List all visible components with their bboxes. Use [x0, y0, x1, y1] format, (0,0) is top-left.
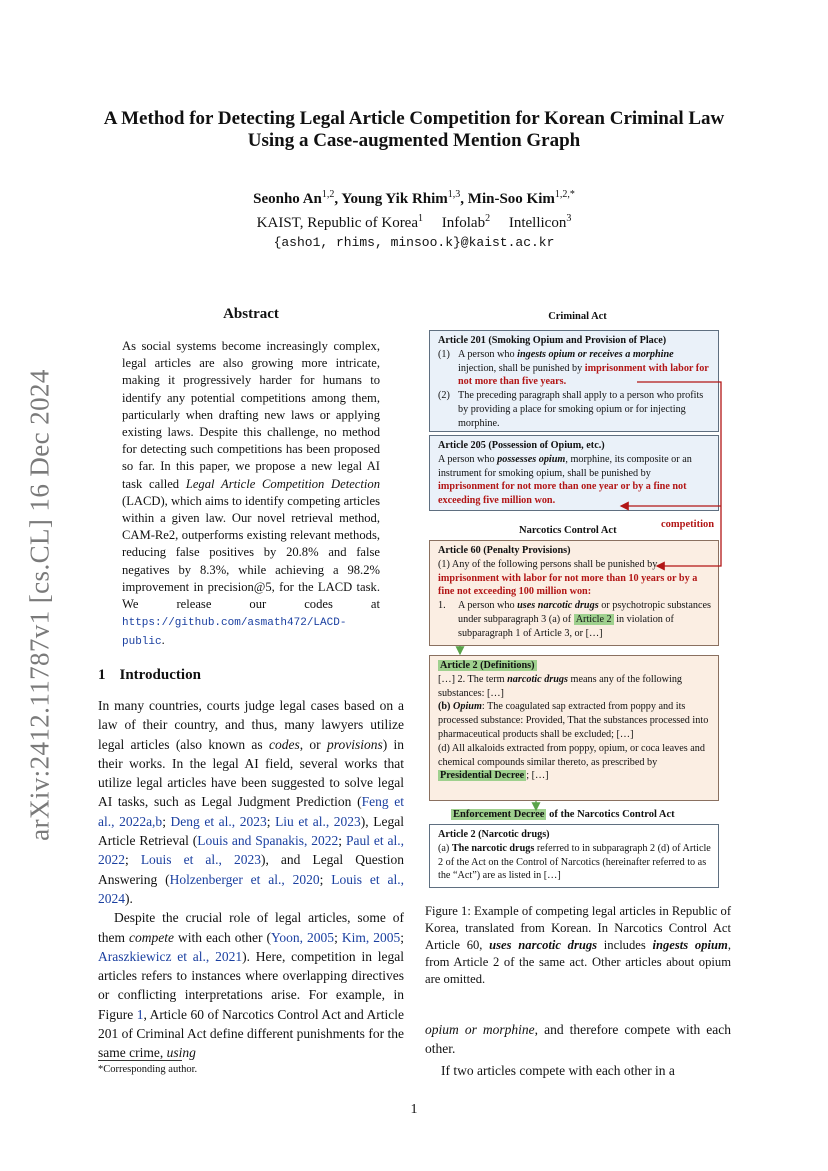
- figure-1: [425, 308, 730, 893]
- enforcement-article-2-title: Article 2 (Narcotic drugs): [438, 829, 550, 840]
- author-block: [90, 185, 738, 252]
- figure-reference-link[interactable]: 1: [136, 1006, 144, 1022]
- citation-link[interactable]: Liu et al., 2023: [275, 813, 361, 829]
- citation-link[interactable]: Deng et al., 2023: [170, 813, 267, 829]
- right-paragraph-continuation: opium or morphine, and therefore compete with each other.: [425, 1022, 731, 1057]
- article-60-title: Article 60 (Penalty Provisions): [438, 545, 571, 556]
- abstract-heading: Abstract: [223, 306, 279, 322]
- citation-link[interactable]: Holzenberger et al., 2020: [169, 871, 320, 887]
- article-2-definitions-box: Article 2 (Definitions) […] 2. The term narcotic drugs means any of the following substances: […] (b) Opium: The coagulated sap extracted from poppy and its processed substance: Provided, That the substances processed into pharmaceutical products shall be excluded; […] (d) All alkaloids extracted from poppy, opium, or coca leaves and chemical compounds similar thereto, as prescribed by Presidential Decree ; […]: [429, 655, 719, 801]
- footnote-divider: [98, 1060, 182, 1061]
- citation-link[interactable]: Louis et al., 2024: [98, 871, 404, 906]
- section-heading-introduction: 1 Introduction: [98, 667, 201, 683]
- author-emails[interactable]: {asho1, rhims, minsoo.k}@kaist.ac.kr: [273, 235, 555, 250]
- right-paragraph-2: If two articles compete with each other in a: [441, 1062, 675, 1078]
- citation-link[interactable]: Araszkiewicz et al., 2021: [98, 948, 243, 964]
- citation-link[interactable]: Kim, 2005: [341, 929, 401, 945]
- intro-paragraph-1: In many countries, courts judge legal cases based on a law of their country, and thus, many lawyers utilize legal articles (also known as codes, or provisions) in their works. In the legal AI field, several works that utilize legal articles have been suggested to solve legal AI tasks, such as Legal Judgment Prediction (Feng et al., 2022a,b; Deng et al., 2023; Liu et al., 2023), Legal Article Retrieval (Louis and Spanakis, 2022; Paul et al., 2022; Louis et al., 2023), and Legal Question Answering (Holzenberger et al., 2020; Louis et al., 2024).: [98, 698, 405, 906]
- article-201-box: Article 201 (Smoking Opium and Provision of Place) (1) A person who ingests opium or receives a morphine injection, shall be punished by imprisonment with labor for not more than five years. (2) The preceding paragraph shall apply to a person who profits by providing a place for smoking opium or for injecting morphine.: [429, 330, 719, 432]
- page-number: 1: [410, 1102, 418, 1117]
- intro-paragraph-2: Despite the crucial role of legal articles, some of them compete with each other (Yoon, 2005; Kim, 2005; Araszkiewicz et al., 2021). Here, competition in legal articles refers to instances where overlapping directives or conflicting interpretations arise. For example, in Figure 1, Article 60 of Narcotics Control Act and Article 201 of Criminal Act define different punishments for the same crime, using: [98, 910, 405, 1061]
- article-205-title: Article 205 (Possession of Opium, etc.): [438, 440, 605, 451]
- article-201-title: Article 201 (Smoking Opium and Provision of Place): [438, 335, 667, 346]
- article-60-box: Article 60 (Penalty Provisions) (1) Any of the following persons shall be punished by imprisonment with labor for not more than 10 years or by a fine not exceeding 100 million won: 1. A person who uses narcotic drugs or psychotropic substances under subparagraph 3 (a) of Article 2 in violation of subparagraph 1 of Article 3, or […]: [429, 540, 719, 646]
- citation-link[interactable]: Louis and Spanakis, 2022: [197, 833, 339, 849]
- right-column-body: [425, 1020, 731, 1080]
- figure-1-caption: Figure 1: Example of competing legal articles in Republic of Korea, translated from Korean. In Narcotics Control Act Article 60, uses narcotic drugs includes ingests opium, from Article 2 of the same act. Other articles about opium are omitted.: [425, 904, 732, 986]
- arxiv-identifier: arXiv:2412.11787v1 [cs.CL] 16 Dec 2024: [24, 369, 55, 841]
- citation-link[interactable]: Yoon, 2005: [271, 929, 335, 945]
- article-2-title: Article 2 (Definitions): [440, 660, 535, 671]
- citation-link[interactable]: Paul et al., 2022: [98, 833, 404, 868]
- author-names: Seonho An$^{1,2}$, Young Yik Rhim$^{1,3}$, Min-Soo Kim$^{1,2,*}$: [253, 189, 575, 207]
- citation-link[interactable]: Louis et al., 2023: [140, 852, 261, 868]
- footnote: *Corresponding author.: [98, 1064, 198, 1075]
- paper-title: A Method for Detecting Legal Article Competition for Korean Criminal Law Using a Case-augmented Mention Graph: [103, 108, 725, 151]
- competition-label: competition: [661, 519, 715, 530]
- competition-arrow-201: [637, 382, 721, 566]
- citation-link[interactable]: Feng et al., 2022a,b: [98, 794, 404, 829]
- narcotics-act-label: Narcotics Control Act: [519, 525, 617, 536]
- enforcement-decree-label: Enforcement Decree of the Narcotics Control Act: [453, 809, 675, 820]
- abstract-body: As social systems become increasingly complex, legal articles are also growing more intricate, making it progressively harder for humans to identify any potential competitions among them, particularly when drafting new laws or applying existing laws. Despite this challenge, no method for detecting such competitions has been proposed so far. In this paper, we propose a new legal AI task called Legal Article Competition Detection (LACD), which aims to identify competing articles within a given law. Our novel retrieval method, CAM-Re2, outperforms existing relevant methods, reducing false positives by 20.8% and false negatives by 8.3%, while achieving a 98.2% improvement in precision@5, for the LACD task. We release our codes at https://github.com/asmath472/LACD-public.: [122, 339, 380, 649]
- article-205-box: Article 205 (Possession of Opium, etc.) A person who possesses opium, morphine, its composite or an instrument for smoking opium, shall be punished by imprisonment for not more than one year or by a fine not exceeding five million won.: [429, 435, 719, 511]
- criminal-act-label: Criminal Act: [548, 311, 607, 322]
- enforcement-article-2-box: Article 2 (Narcotic drugs) (a) The narcotic drugs referred to in subparagraph 2 (d) of Article 2 of the Act on the Control of Narcotics (hereinafter referred to as the “Act”) are as listed in […]: [429, 824, 719, 888]
- introduction-body: [98, 696, 404, 1063]
- code-repo-link[interactable]: https://github.com/asmath472/LACD-public: [122, 617, 347, 649]
- affiliations: KAIST, Republic of Korea$^1$ Infolab$^2$ Intellicon$^3$: [256, 213, 572, 231]
- competition-arrows: [425, 308, 730, 893]
